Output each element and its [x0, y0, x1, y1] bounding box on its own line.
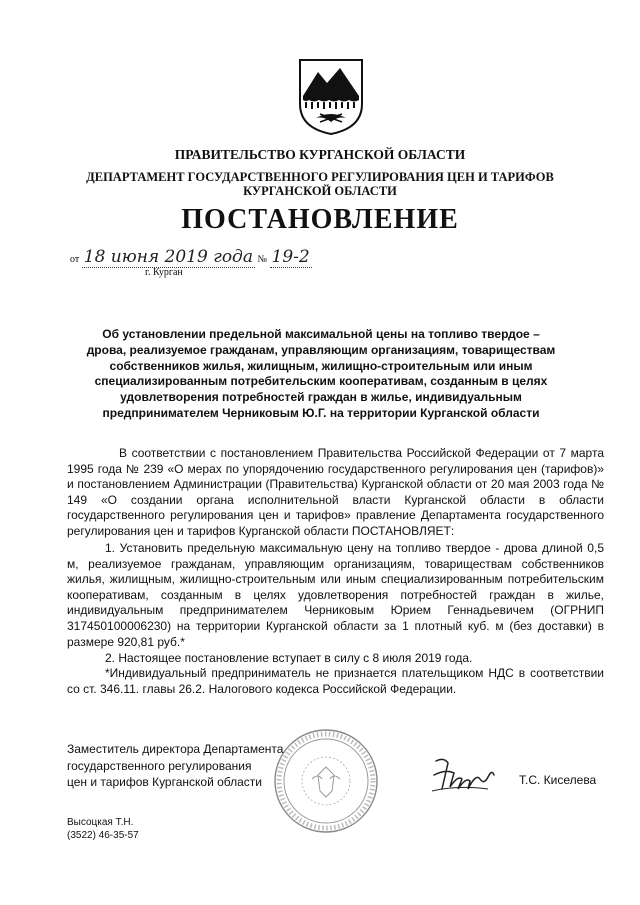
- signatory-line-1: Заместитель директора Департамента: [67, 742, 284, 756]
- executor-name: Высоцкая Т.Н.: [67, 817, 134, 828]
- coat-of-arms-emblem: [296, 56, 366, 136]
- signatory-position: [67, 741, 283, 791]
- body-paragraph-1: В соответствии с постановлением Правительства Российской Федерации от 7 марта 1995 года № 239 «О мерах по упорядочению государственного регулирования цен (тарифов)» и постановлением Администрации (Правительства) Курганской области от 20 мая 2003 года № 149 «О создании органа исполнительной власти Курганской области в области государственного регулирования цен и тарифов» правление Департамента государственного регулирования цен и тарифов Курганской области ПОСТАНОВЛЯЕТ:: [67, 446, 604, 538]
- handwritten-number: 19-2: [271, 247, 310, 267]
- number-label: №: [257, 254, 268, 265]
- handwritten-signature: [428, 755, 498, 795]
- signatory-line-2: государственного регулирования: [67, 758, 252, 773]
- signatory-line-3: цен и тарифов Курганской области: [67, 775, 262, 789]
- body-paragraph-2: 1. Установить предельную максимальную цену на топливо твердое - дрова длиной 0,5 м, реализуемое гражданам, управляющим организациям, товариществам собственников жилья, жилищным, жилищно-строительным или иным специализированным потребительским кооперативам, созданным в целях удовлетворения потребностей граждан в жилье, индивидуальным предпринимателем Черниковым Юрием Геннадьевичем (ОГРНИП 317450100006230) на территории Курганской области за 1 плотный куб. м (без доставки) в размере 920,81 руб.*: [67, 541, 604, 649]
- from-label: от: [70, 254, 80, 265]
- decree-subject: Об установлении предельной максимальной цены на топливо твердое – дрова, реализуемое гражданам, управляющим организациям, товариществам собственников жилья, жилищным, жилищно-строительным или иным специализированным потребительским кооперативам, созданным в целях удовлетворения потребностей граждан в жилье, индивидуальным предпринимателем Черниковым Ю.Г. на территории Курганской области: [86, 327, 556, 420]
- signatory-name: Т.С. Киселева: [519, 773, 597, 787]
- government-name: ПРАВИТЕЛЬСТВО КУРГАНСКОЙ ОБЛАСТИ: [174, 147, 466, 162]
- official-seal: [272, 727, 380, 835]
- handwritten-date: 18 июня 2019 года: [83, 247, 253, 267]
- document-type-title: ПОСТАНОВЛЕНИЕ: [181, 204, 459, 235]
- date-number-line: [70, 247, 312, 268]
- department-line-1: ДЕПАРТАМЕНТ ГОСУДАРСТВЕННОГО РЕГУЛИРОВАНИЯ ЦЕН И ТАРИФОВ: [86, 170, 554, 184]
- city: г. Курган: [145, 267, 183, 278]
- body-footnote: *Индивидуальный предприниматель не признается плательщиком НДС в соответствии со ст. 346.11. главы 26.2. Налогового кодекса Российской Федерации.: [67, 666, 604, 696]
- body-paragraph-3: 2. Настоящее постановление вступает в силу с 8 июля 2019 года.: [105, 651, 473, 665]
- executor-info: [67, 816, 139, 842]
- department-name: [0, 170, 640, 198]
- department-line-2: КУРГАНСКОЙ ОБЛАСТИ: [243, 184, 397, 198]
- executor-phone: (3522) 46-35-57: [67, 830, 139, 841]
